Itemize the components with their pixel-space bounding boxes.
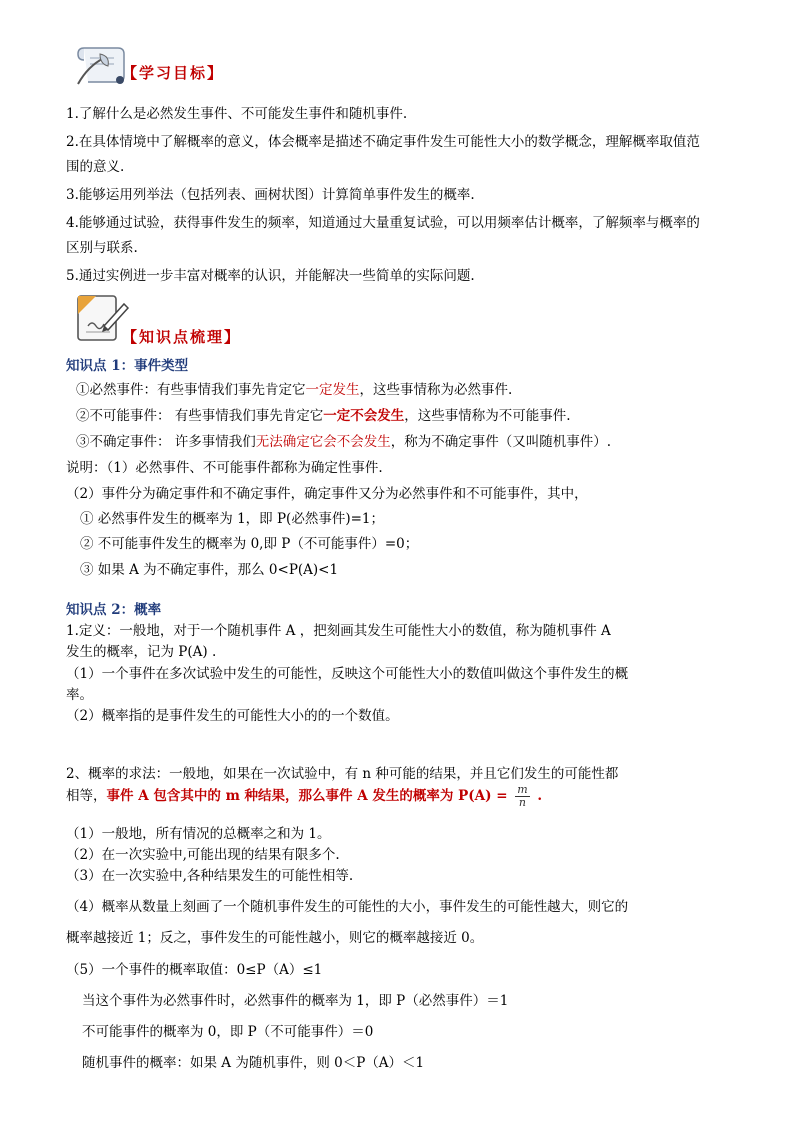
certain-post: ，这些事情称为必然事件.: [359, 382, 513, 398]
uncertain-post: ，称为不确定事件（又叫随机事件）.: [390, 434, 612, 450]
uncertain-highlight: 无法确定它会不会发生: [255, 434, 391, 450]
kp2-calc-line1: 2、概率的求法：一般地，如果在一次试验中，有 n 种可能的结果，并且它们发生的可能性都: [66, 766, 619, 782]
kp1-impossible-line: [76, 404, 571, 424]
calc-formula-text: 事件 A 包含其中的 m 种结果，那么事件 A 发生的概率为 P(A) =: [106, 788, 513, 804]
kp1-heading: 知识点 1：事件类型: [66, 358, 189, 374]
kp2-rule-5a: 当这个事件为必然事件时，必然事件的概率为 1，即 P（必然事件）＝1: [82, 993, 509, 1009]
kp2-def-line1: 1.定义：一般地，对于一个随机事件 A ，把刻画其发生可能性大小的数值，称为随机事件 A: [66, 623, 611, 639]
kp2-rule-2: （2）在一次实验中,可能出现的结果有限多个.: [66, 847, 340, 863]
kp2-rule-3: （3）在一次实验中,各种结果发生的可能性相等.: [66, 868, 354, 884]
impossible-pre: 不可能事件： 有些事情我们事先肯定它: [89, 408, 324, 424]
kp2-rule-5b: 不可能事件的概率为 0，即 P（不可能事件）＝0: [82, 1024, 374, 1040]
goal-item-5: 5.通过实例进一步丰富对概率的认识，并能解决一些简单的实际问题.: [66, 268, 475, 284]
certain-highlight: 一定发生: [305, 382, 360, 398]
calc-end: .: [532, 788, 543, 804]
kp1-note: 说明：（1）必然事件、不可能事件都称为确定性事件.: [66, 460, 383, 476]
kp2-rule-1: （1）一般地，所有情况的总概率之和为 1。: [66, 826, 331, 842]
impossible-post: ，这些事情称为不可能事件.: [404, 408, 571, 424]
kp2-p2: （2）概率指的是事件发生的可能性大小的的一个数值。: [66, 708, 399, 724]
certain-pre: 必然事件：有些事情我们事先肯定它: [89, 382, 306, 398]
fraction-denominator: n: [518, 796, 527, 809]
calc-pre: 相等，: [66, 788, 107, 804]
goal-item-3: 3.能够运用列举法（包括列表、画树状图）计算简单事件发生的概率.: [66, 187, 475, 203]
kp2-def-line2: 发生的概率，记为 P(A) .: [66, 644, 217, 660]
kp2-p1-line1: （1）一个事件在多次试验中发生的可能性，反映这个可能性大小的数值叫做这个事件发生的概: [66, 666, 629, 682]
goal-item-2-cont: 围的意义.: [66, 159, 125, 175]
goal-item-1: 1.了解什么是必然发生事件、不可能发生事件和随机事件.: [66, 106, 408, 122]
kp2-p1-line2: 率。: [66, 687, 93, 703]
kp1-note2: （2）事件分为确定事件和不确定事件，确定事件又分为必然事件和不可能事件，其中，: [66, 486, 588, 502]
section-title-knowledge: 【知识点梳理】: [122, 328, 242, 346]
marker-2: ②: [76, 408, 90, 424]
fraction-numerator: m: [517, 783, 528, 796]
marker-3: ③: [76, 434, 90, 450]
kp2-rule-5: （5）一个事件的概率取值：0≤P（A）≤1: [66, 962, 323, 978]
goal-item-4: 4.能够通过试验，获得事件发生的频率，知道通过大量重复试验，可以用频率估计概率，了解频率与概率的: [66, 215, 700, 231]
kp1-certain-line: [76, 378, 512, 398]
marker-1: ①: [76, 382, 90, 398]
goal-item-4-cont: 区别与联系.: [66, 240, 138, 256]
impossible-highlight: 一定不会发生: [323, 408, 405, 424]
kp2-rule-4-line1: （4）概率从数量上刻画了一个随机事件发生的可能性的大小，事件发生的可能性越大，则它的: [66, 899, 629, 915]
section-title-learning-goals: 【学习目标】: [122, 64, 225, 82]
goal-item-2: 2.在具体情境中了解概率的意义，体会概率是描述不确定事件发生可能性大小的数学概念，理解概率取值范: [66, 134, 700, 150]
uncertain-pre: 不确定事件： 许多事情我们: [89, 434, 256, 450]
kp2-rule-4-line2: 概率越接近 1；反之，事件发生的可能性越小，则它的概率越接近 0。: [66, 930, 484, 946]
kp2-calc-line2: [66, 784, 542, 809]
kp2-heading: 知识点 2：概率: [66, 602, 162, 618]
kp1-sub3: ③ 如果 A 为不确定事件，那么 0<P(A)<1: [80, 562, 339, 578]
kp1-sub2: ② 不可能事件发生的概率为 0,即 P（不可能事件）=0；: [80, 536, 419, 552]
kp1-uncertain-line: [76, 430, 611, 450]
kp2-rule-5c: 随机事件的概率：如果 A 为随机事件，则 0＜P（A）＜1: [82, 1055, 425, 1071]
kp1-sub1: ① 必然事件发生的概率为 1，即 P(必然事件)=1；: [80, 511, 384, 527]
fraction-m-over-n: [515, 784, 529, 809]
